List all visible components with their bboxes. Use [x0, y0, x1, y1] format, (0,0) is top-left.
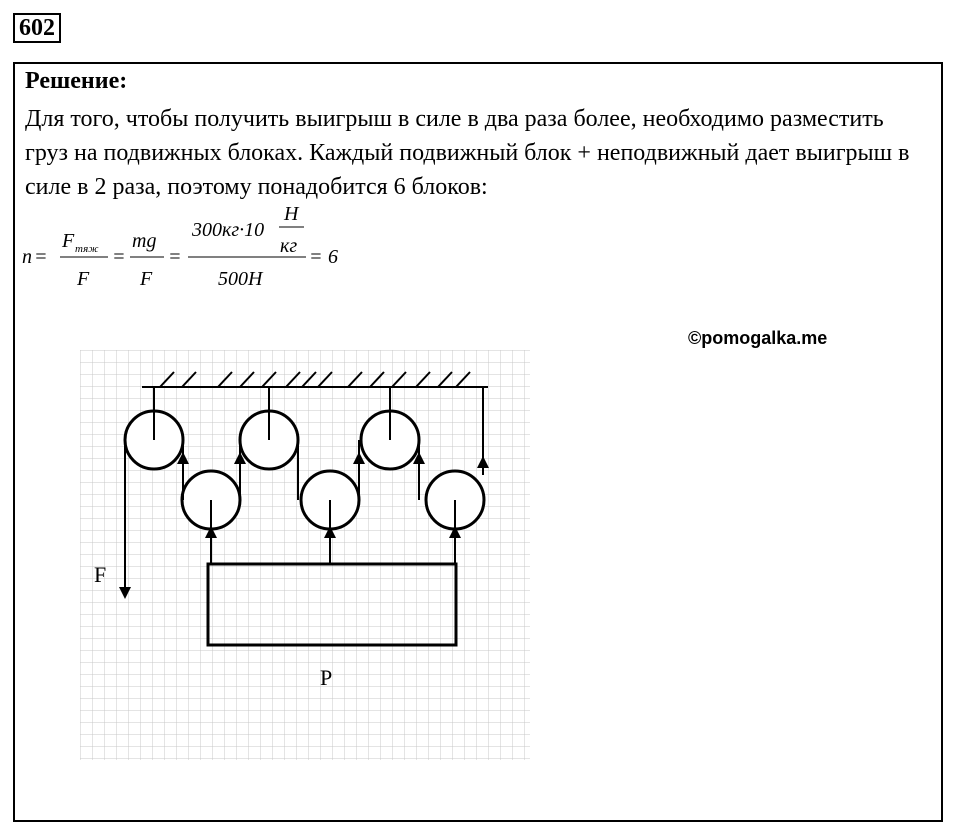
svg-text:=: =: [168, 246, 182, 268]
formula-f-denominator-2: F: [140, 268, 153, 290]
movable-pulleys: [182, 471, 484, 529]
solution-heading: Решение:: [25, 68, 128, 94]
problem-number: 602: [13, 13, 61, 43]
formula-unit-h: H: [284, 203, 299, 225]
formula-f-denominator-1: F: [77, 268, 90, 290]
fixed-pulleys: [125, 411, 419, 469]
formula-result: 6: [328, 246, 338, 268]
formula: [22, 200, 352, 295]
formula-mg: mg: [132, 230, 157, 252]
formula-n: n: [22, 246, 32, 268]
svg-text:=: =: [112, 246, 126, 268]
watermark: ©pomogalka.me: [688, 328, 828, 348]
force-label: F: [94, 562, 107, 587]
formula-f-heavy-sub: тяж: [75, 243, 99, 255]
pulley-diagram: [80, 350, 540, 770]
formula-f-heavy: F: [62, 230, 75, 252]
svg-text:=: =: [309, 246, 323, 268]
load-label: P: [320, 665, 333, 690]
formula-numerator: 300кг·10: [192, 219, 265, 241]
solution-paragraph: Для того, чтобы получить выигрыш в силе в два раза более, необходимо разместить груз на подвижных блоках. Каждый подвижный блок + неподвижный дает выигрыш в силе в 2 раза, поэтому понадобится 6 блоков:: [25, 106, 910, 200]
formula-denominator: 500H: [218, 268, 263, 290]
svg-text:=: =: [34, 246, 48, 268]
formula-unit-kg: кг: [280, 235, 298, 257]
